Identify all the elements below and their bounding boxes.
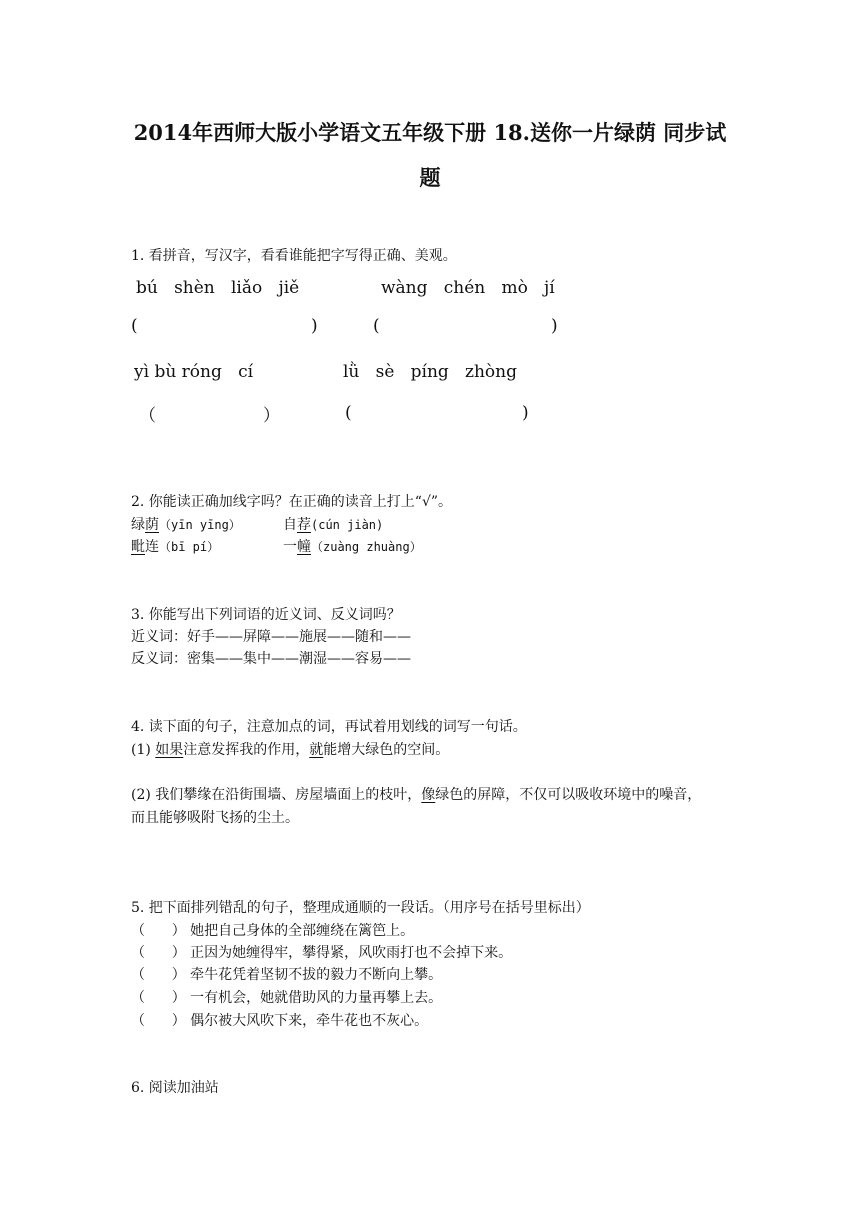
- pinyin-group-1: [136, 278, 299, 298]
- sentence-2-continuation: 而且能够吸附飞扬的尘土。: [131, 810, 299, 826]
- underlined-word: 如果: [155, 742, 184, 758]
- order-sentence: 正因为她缠得牢，攀得紧，风吹雨打也不会掉下来。: [190, 945, 513, 961]
- underlined-char: 毗: [131, 539, 145, 555]
- pinyin-group-2: [381, 278, 555, 298]
- order-sentence: 一有机会，她就借助风的力量再攀上去。: [190, 990, 443, 1006]
- answer-paren-open: (: [131, 316, 138, 336]
- sentence-text: 注意发挥我的作用，: [183, 742, 310, 758]
- pinyin-syllable: liǎo: [230, 278, 263, 298]
- pronunciation-options: （bī pí）: [159, 540, 220, 554]
- page-title: 2014年西师大版小学语文五年级下册 18.送你一片绿荫 同步试: [133, 120, 727, 145]
- pinyin-group-4: [343, 362, 517, 382]
- order-blank: （ ）: [131, 945, 186, 961]
- order-item: [131, 987, 442, 1007]
- answer-paren-close: ): [551, 316, 558, 336]
- order-item: [131, 964, 442, 984]
- question-5-heading: 5. 把下面排列错乱的句子，整理成通顺的一段话。（用序号在括号里标出）: [131, 900, 590, 916]
- pinyin-syllable: píng: [410, 362, 449, 382]
- reading-item: [131, 514, 241, 534]
- reading-item: [283, 536, 422, 556]
- sentence-1: [131, 739, 449, 759]
- answer-paren-close: ): [522, 403, 529, 423]
- answer-paren-close: ): [311, 316, 318, 336]
- reading-item: [283, 514, 383, 534]
- answer-paren-open: (: [345, 403, 352, 423]
- pinyin-syllable: cí: [238, 362, 254, 382]
- answer-paren-open: (: [373, 316, 380, 336]
- sentence-text: 我们攀缘在沿街围墙、房屋墙面上的枝叶，: [155, 787, 422, 803]
- pinyin-syllable: lǜ: [343, 362, 360, 382]
- pinyin-syllable: jí: [544, 278, 555, 298]
- sentence-2: [131, 784, 701, 804]
- answer-paren-close: ）: [263, 406, 280, 426]
- question-2-heading: 2. 你能读正确加线字吗？在正确的读音上打上“√”。: [131, 494, 453, 510]
- plain-char: 一: [283, 539, 297, 555]
- order-item: [131, 1010, 428, 1030]
- order-item: [131, 920, 414, 940]
- pinyin-syllable: zhòng: [465, 362, 517, 382]
- synonym-line: 近义词：好手——屏障——施展——随和——: [131, 629, 411, 645]
- underlined-char: 荫: [145, 517, 159, 533]
- reading-item: [131, 536, 219, 556]
- question-6-heading: 6. 阅读加油站: [131, 1080, 219, 1096]
- pinyin-syllable: bú: [136, 278, 158, 298]
- pronunciation-options: (cún jiàn): [311, 518, 384, 532]
- pronunciation-options: （yīn yīng）: [159, 518, 241, 532]
- order-blank: （ ）: [131, 990, 186, 1006]
- plain-char: 连: [145, 539, 159, 555]
- order-item: [131, 942, 512, 962]
- pronunciation-options: （zuàng zhuàng）: [311, 540, 422, 554]
- item-number: (1): [131, 742, 156, 758]
- sentence-text: 能增大绿色的空间。: [323, 742, 450, 758]
- order-sentence: 牵牛花凭着坚韧不拔的毅力不断向上攀。: [190, 967, 443, 983]
- order-blank: （ ）: [131, 1013, 186, 1029]
- page-title-continuation: 题: [419, 165, 441, 190]
- pinyin-syllable: sè: [375, 362, 395, 382]
- pinyin-group-3: [134, 362, 253, 382]
- antonym-line: 反义词：密集——集中——潮湿——容易——: [131, 651, 411, 667]
- order-blank: （ ）: [131, 967, 186, 983]
- underlined-char: 幢: [297, 539, 311, 555]
- pinyin-syllable: yì bù róng: [134, 362, 222, 382]
- underlined-word: 像: [421, 787, 436, 803]
- pinyin-syllable: wàng: [381, 278, 428, 298]
- order-blank: （ ）: [131, 923, 186, 939]
- question-4-heading: 4. 读下面的句子，注意加点的词，再试着用划线的词写一句话。: [131, 719, 527, 735]
- question-3-heading: 3. 你能写出下列词语的近义词、反义词吗？: [131, 607, 401, 623]
- order-sentence: 偶尔被大风吹下来，牵牛花也不灰心。: [190, 1013, 429, 1029]
- pinyin-syllable: chén: [443, 278, 486, 298]
- pinyin-syllable: jiě: [278, 278, 300, 298]
- plain-char: 绿: [131, 517, 145, 533]
- answer-paren-open: （: [139, 406, 156, 426]
- item-number: (2): [131, 787, 156, 803]
- question-1-heading: 1. 看拼音，写汉字，看看谁能把字写得正确、美观。: [131, 248, 457, 264]
- underlined-char: 荐: [297, 517, 311, 533]
- underlined-word: 就: [309, 742, 324, 758]
- pinyin-syllable: shèn: [174, 278, 215, 298]
- plain-char: 自: [283, 517, 297, 533]
- pinyin-syllable: mò: [501, 278, 528, 298]
- order-sentence: 她把自己身体的全部缠绕在篱笆上。: [190, 923, 415, 939]
- sentence-text: 绿色的屏障，不仅可以吸收环境中的噪音，: [435, 787, 702, 803]
